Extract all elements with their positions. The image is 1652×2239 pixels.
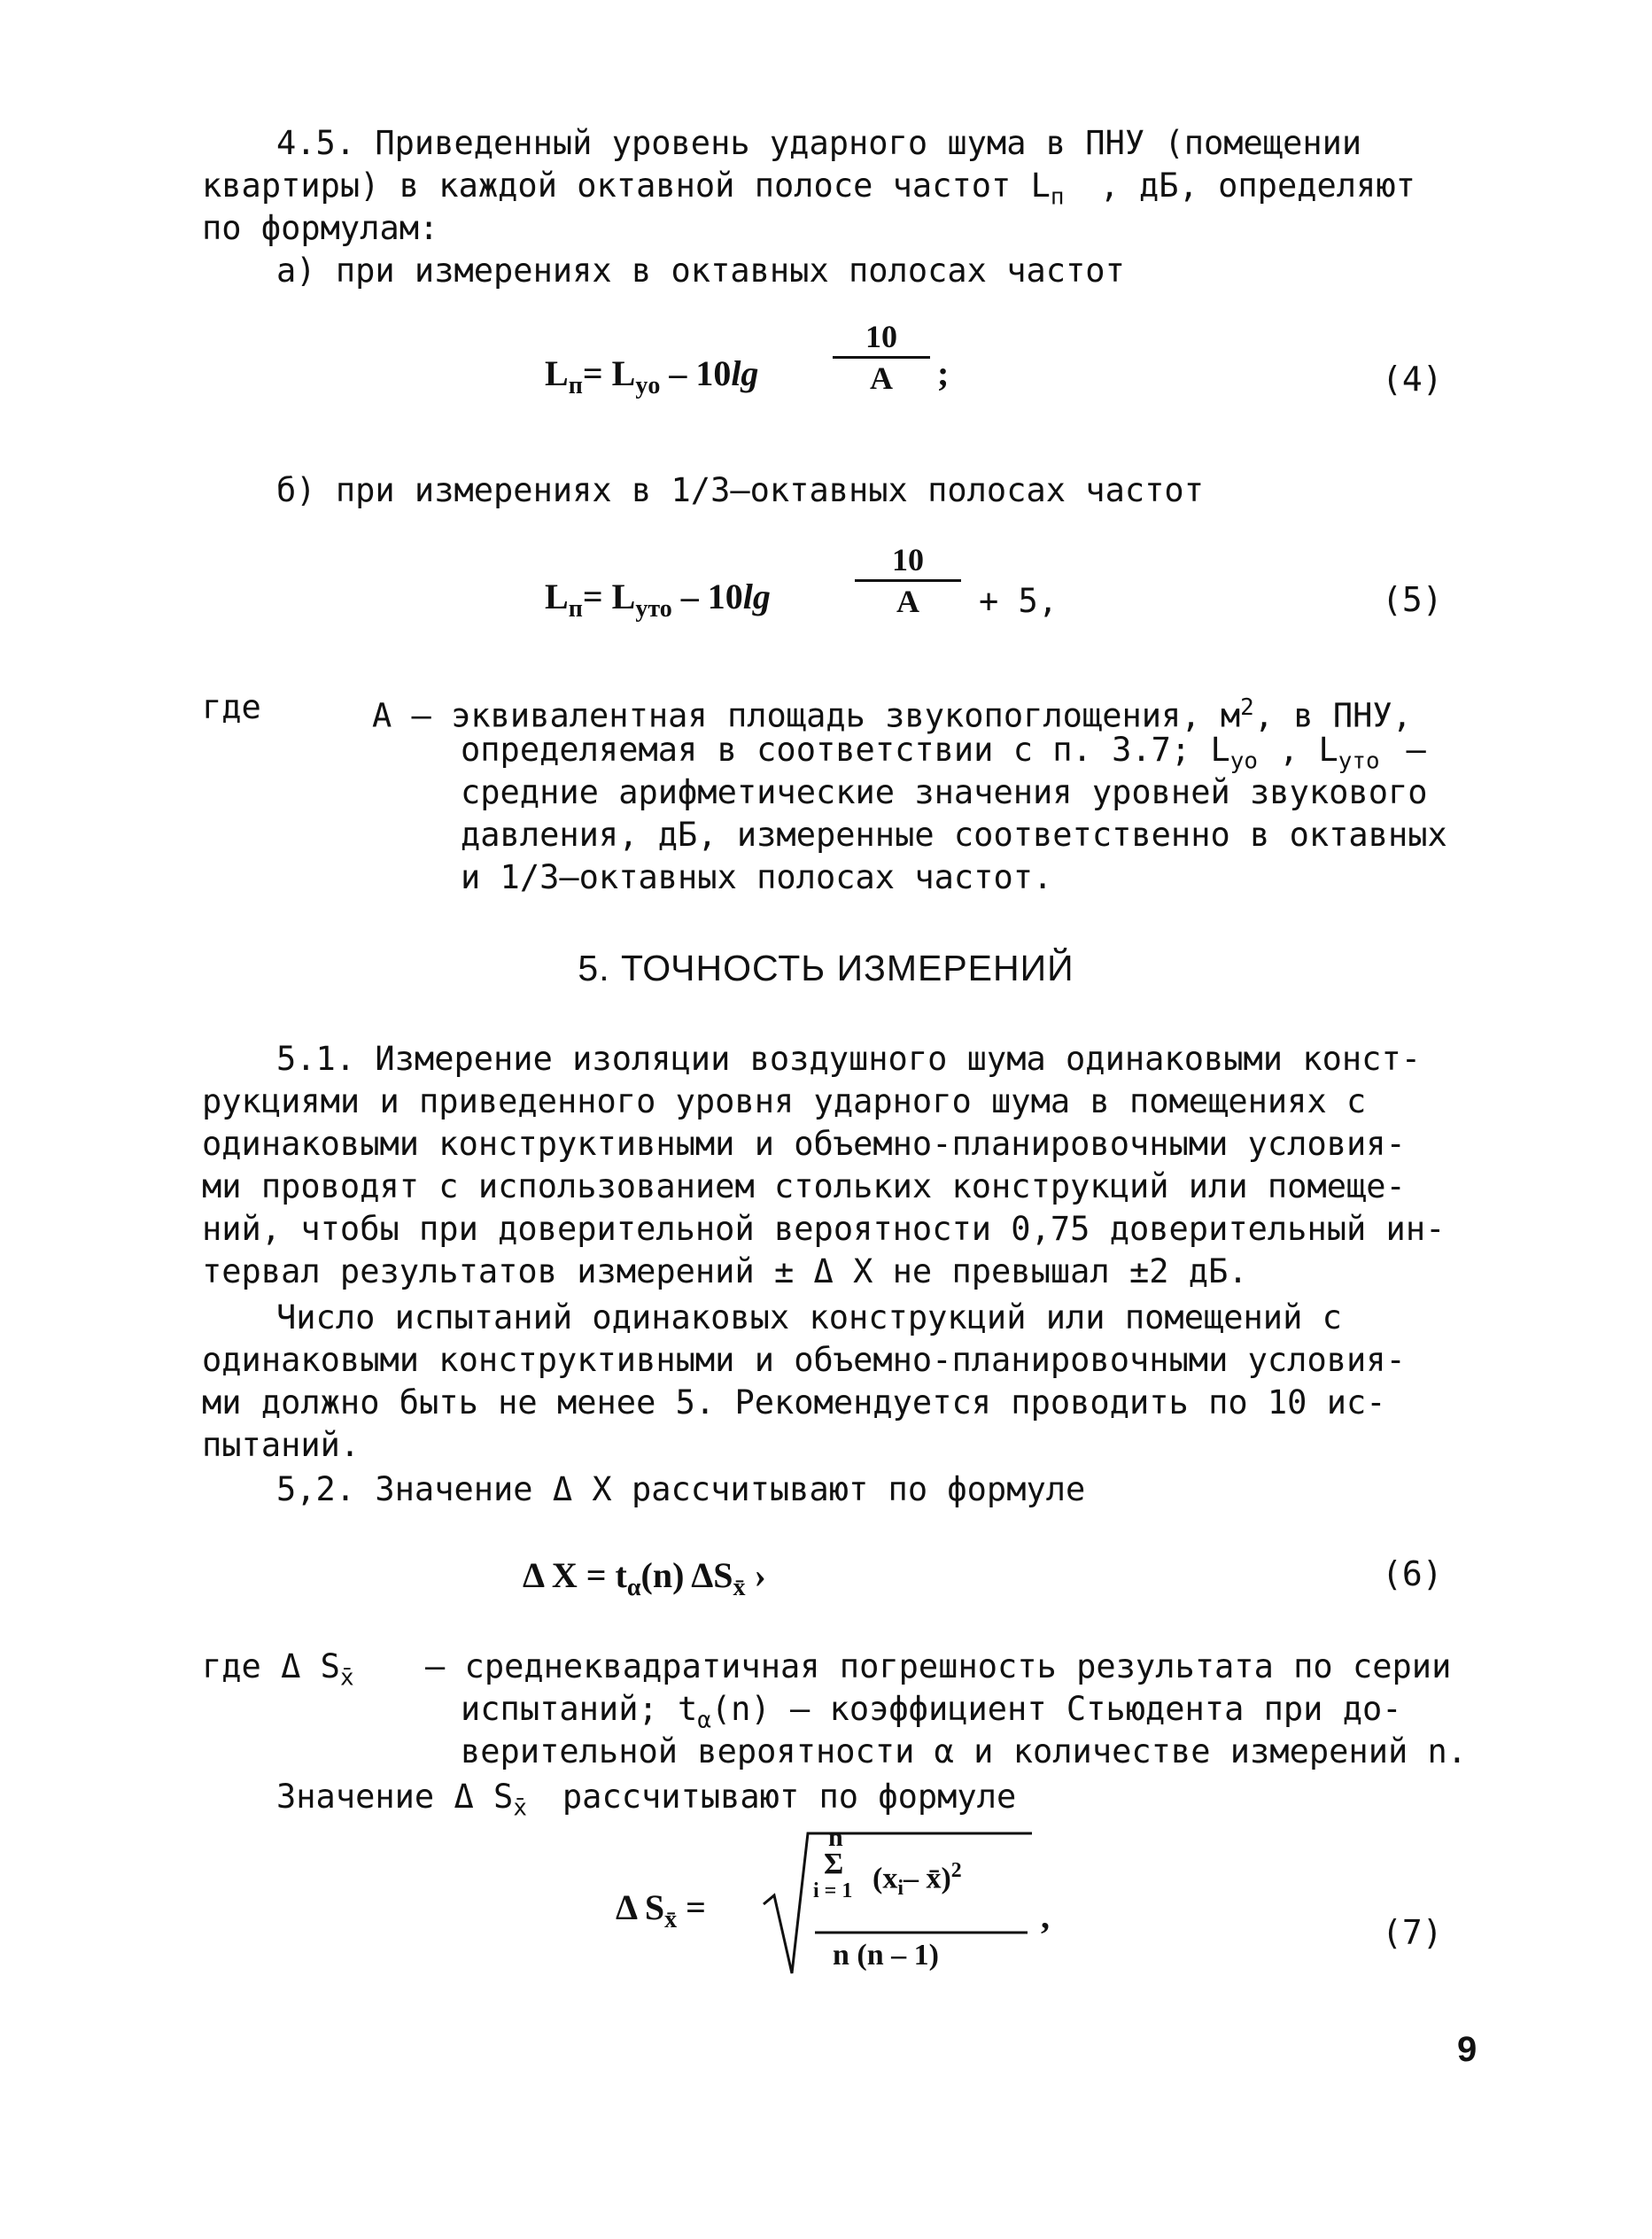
- para-4-5-line2: квартиры) в каждой октавной полосе частот $L_п$ , дБ, определяют: [202, 167, 1415, 211]
- para-4-5-line1: 4.5. Приведенный уровень ударного шума в ПНУ (помещении: [276, 124, 1362, 162]
- where-line2: определяемая в соответствии с п. 3.7; $L_{yo}$ , $L_{yто}$ –: [461, 731, 1426, 775]
- para-value: Значение Δ $S_{x̄}$ рассчитывают по формуле: [276, 1778, 1017, 1822]
- equation-5-fraction: 10 A: [855, 542, 961, 619]
- item-b: б) при измерениях в 1/3–октавных полосах частот: [276, 471, 1204, 509]
- para-5-1-line5: ний, чтобы при доверительной вероятности 0,75 доверительный ин-: [202, 1210, 1446, 1248]
- where-line4: давления, дБ, измеренные соответственно в октавных: [461, 816, 1447, 854]
- where2-line1: – среднеквадратичная погрешность результата по серии: [425, 1647, 1452, 1685]
- item-a: а) при измерениях в октавных полосах частот: [276, 252, 1125, 290]
- para-5-1b-line2: одинаковыми конструктивными и объемно-планировочными условия-: [202, 1341, 1406, 1379]
- where-line1: A – эквивалентная площадь звукопоглощения, $м^2$, в ПНУ,: [372, 694, 1412, 735]
- equation-4-fraction: 10 A: [833, 319, 930, 396]
- equation-4-number: (4): [1382, 360, 1443, 399]
- para-5-1b-line4: пытаний.: [202, 1426, 361, 1464]
- para-5-1-line1: 5.1. Измерение изоляции воздушного шума одинаковыми конст-: [276, 1040, 1422, 1078]
- equation-7-sum-top: n: [828, 1823, 843, 1852]
- section-5-heading: 5. ТОЧНОСТЬ ИЗМЕРЕНИЙ: [578, 948, 1074, 988]
- page-number: 9: [1457, 2030, 1477, 2069]
- para-4-5-line3: по формулам:: [202, 209, 439, 247]
- equation-7-term: ($x_i-$ x̄)$^2$: [873, 1859, 962, 1901]
- where2-line3: верительной вероятности α и количестве измерений n.: [461, 1732, 1468, 1770]
- equation-7-sum: Σ: [824, 1848, 844, 1880]
- para-5-1b-line3: ми должно быть не менее 5. Рекомендуется проводить по 10 ис-: [202, 1383, 1386, 1422]
- para-5-1-line4: ми проводят с использованием стольких конструкций или помеще-: [202, 1167, 1406, 1205]
- equation-7-denominator: n (n – 1): [833, 1939, 939, 1972]
- where2-label: где Δ $S_{x̄}$: [202, 1647, 354, 1692]
- para-5-1-line3: одинаковыми конструктивными и объемно-планировочными условия-: [202, 1125, 1406, 1163]
- para-5-1b-line1: Число испытаний одинаковых конструкций или помещений с: [276, 1298, 1342, 1336]
- where-line3: средние арифметические значения уровней звукового: [461, 773, 1428, 811]
- equation-7-number: (7): [1382, 1913, 1443, 1952]
- para-5-1-line2: рукциями и приведенного уровня ударного шума в помещениях с: [202, 1082, 1367, 1120]
- para-5-2: 5,2. Значение Δ X рассчитывают по формуле: [276, 1470, 1086, 1508]
- equation-7-lhs: Δ $S_{x̄}$ =: [616, 1887, 706, 1933]
- where-label: где: [202, 688, 261, 726]
- equation-7-end: ,: [1041, 1896, 1050, 1936]
- equation-7-sum-bottom: i = 1: [813, 1879, 853, 1902]
- equation-5: $L_п= L_{yто} - 10\lg$: [545, 577, 771, 623]
- equation-5-end: + 5,: [979, 582, 1059, 620]
- where2-line2: испытаний; $t_\alpha(n)$ – коэффициент Стьюдента при до-: [461, 1690, 1402, 1734]
- where-line5: и 1/3–октавных полосах частот.: [461, 858, 1053, 896]
- equation-5-number: (5): [1382, 580, 1443, 619]
- equation-6: Δ $X = t_\alpha(n)$ $\Delta S_{x̄}$ ›: [523, 1555, 766, 1601]
- equation-4-end: ;: [937, 353, 950, 393]
- equation-6-number: (6): [1382, 1554, 1443, 1593]
- para-5-1-line6: тервал результатов измерений ± Δ X не превышал ±2 дБ.: [202, 1252, 1248, 1290]
- equation-4: $L_п= L_{yo} - 10\lg$: [545, 353, 759, 399]
